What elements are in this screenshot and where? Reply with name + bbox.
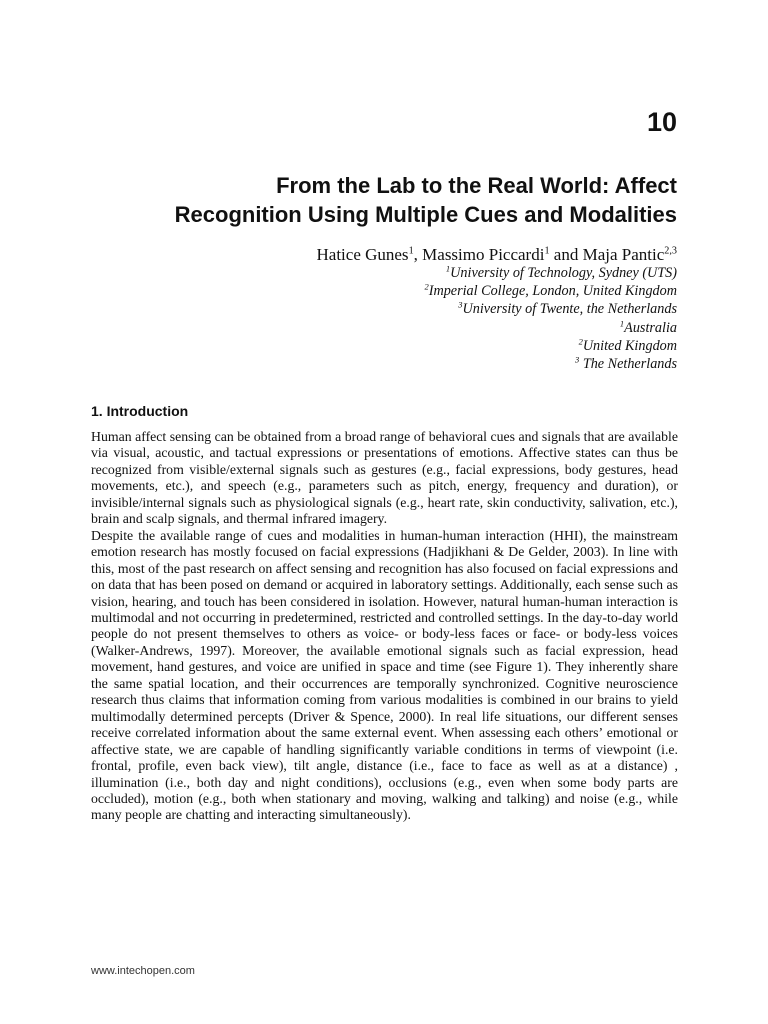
author-name: Massimo Piccardi [422, 245, 545, 264]
affiliation-marker: 1 [445, 263, 451, 274]
affiliation-text: University of Twente, the Netherlands [462, 301, 677, 318]
author-block [317, 245, 678, 373]
affiliation-line [317, 282, 678, 300]
author-name: Hatice Gunes [316, 245, 409, 264]
author-separator: , [413, 245, 423, 264]
affiliation-marker: 3 [458, 299, 463, 310]
chapter-title-line-2: Recognition Using Multiple Cues and Modalities [174, 202, 677, 227]
author-names [317, 245, 678, 264]
section-body [91, 429, 678, 824]
author-name: Maja Pantic [582, 245, 665, 264]
affiliation-marker: 1 [544, 245, 550, 257]
affiliation-marker: 2,3 [664, 245, 677, 257]
chapter-title [80, 171, 677, 229]
affiliation-line [317, 355, 678, 373]
affiliation-text: University of Technology, Sydney (UTS) [450, 265, 677, 281]
section-heading: 1. Introduction [91, 403, 189, 419]
chapter-title-line-1: From the Lab to the Real World: Affect [276, 173, 677, 198]
affiliation-text: The Netherlands [579, 356, 677, 373]
affiliation-marker: 1 [619, 317, 625, 328]
affiliation-marker: 1 [408, 245, 414, 257]
affiliation-line [317, 264, 678, 282]
affiliation-line [317, 319, 678, 337]
body-paragraph: Human affect sensing can be obtained from a broad range of behavioral cues and signals that are available via visual, acoustic, and tactual expressions or presentations of emotions. Affective states can thus be recognized from visible/external signals such as gestures (e.g., facial expressions, body gestures, head movements, etc.), and speech (e.g., parameters such as pitch, energy, frequency and duration), or invisible/internal signals such as physiological signals (e.g., heart rate, skin conductivity, salivation, etc.), brain and scalp signals, and thermal infrared imagery. [91, 429, 678, 527]
affiliation-text: United Kingdom [582, 337, 677, 354]
affiliation-text: Australia [624, 319, 677, 336]
affiliation-text: Imperial College, London, United Kingdom [428, 283, 677, 300]
body-paragraph: Despite the available range of cues and modalities in human-human interaction (HHI), the mainstream emotion research has mostly focused on facial expressions (Hadjikhani & De Gelder, 2003). In line with this, most of the past research on affect sensing and recognition has also focused on facial expressions and on data that has been posed on demand or acquired in laboratory settings. Additionally, each sense such as vision, hearing, and touch has been considered in isolation. However, natural human-human interaction is multimodal and not occurring in predetermined, restricted and controlled settings. In the day-to-day world people do not present themselves to others as voice- or body-less faces or face- or body-less voices (Walker-Andrews, 1997). Moreover, the available emotional signals such as facial expression, head movement, hand gestures, and voice are unified in space and time (see Figure 1). They inherently share the same spatial location, and their occurrences are temporally synchronized. Cognitive neuroscience research thus claims that information coming from various modalities is combined in our brains to yield multimodally determined percepts (Driver & Spence, 2000). In real life situations, our different senses receive correlated information about the same external event. When assessing each others’ emotional or affective state, we are capable of handling significantly variable conditions in terms of viewpoint (i.e. frontal, profile, even back view), tilt angle, distance (i.e., face to face as well as at a distance) , illumination (i.e., both day and night conditions), occlusions (e.g., even when some body parts are occluded), motion (e.g., both when stationary and moving, walking and talking) and noise (e.g., while many people are chatting and interacting simultaneously). [91, 527, 678, 823]
affiliation-marker: 3 [575, 354, 580, 365]
affiliation-line [317, 300, 678, 318]
affiliation-marker: 2 [578, 336, 583, 347]
chapter-number: 10 [646, 107, 677, 137]
affiliation-line [317, 337, 678, 355]
author-separator: and [549, 245, 583, 264]
affiliation-marker: 2 [424, 281, 429, 292]
footer-url: www.intechopen.com [91, 965, 195, 977]
